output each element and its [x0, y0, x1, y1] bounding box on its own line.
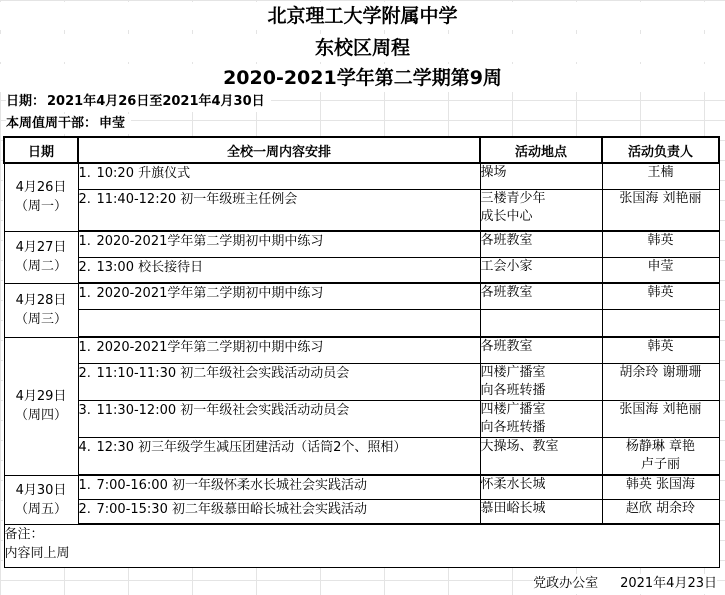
table-header-row — [4, 137, 719, 163]
weekday-label: （周五） — [14, 501, 67, 517]
schedule-table — [3, 136, 720, 568]
location-cell — [480, 309, 602, 337]
event-number: 3. — [78, 402, 91, 418]
owner-cell — [602, 231, 719, 257]
event-text: 10:20 升旗仪式 — [96, 166, 191, 181]
table-row — [4, 437, 719, 475]
date-label: 4月26日 — [15, 180, 67, 196]
location-line: 向各班转播 — [480, 419, 546, 435]
location-cell — [480, 475, 602, 499]
table-row — [4, 257, 719, 283]
event-number: 2. — [78, 501, 91, 517]
duty-officer-label: 本周值周干部： — [6, 116, 98, 131]
issue-date: 2021年4月23日 — [620, 576, 717, 591]
event-cell — [78, 499, 480, 524]
note-label: 备注： — [4, 527, 44, 542]
date-range — [6, 92, 271, 112]
event-text: 2020-2021学年第二学期初中期中练习 — [96, 234, 324, 249]
date-label: 4月27日 — [15, 240, 67, 255]
weekday-label: （周四） — [14, 408, 67, 423]
location-line: 向各班转播 — [480, 382, 546, 398]
owner-line: 卢子丽 — [640, 456, 680, 472]
schedule-body — [4, 163, 719, 524]
owner-cell — [602, 257, 719, 283]
table-row — [4, 283, 719, 309]
header-location: 活动地点 — [480, 137, 602, 163]
event-number: 1. — [78, 478, 91, 493]
header-owner: 活动负责人 — [602, 137, 719, 163]
event-cell — [78, 189, 480, 231]
event-cell — [78, 363, 480, 400]
event-cell — [78, 283, 480, 309]
weekday-label: （周一） — [14, 199, 67, 215]
date-cell — [4, 475, 78, 524]
date-range-value: 2021年4月26日至2021年4月30日 — [47, 94, 265, 109]
event-number: 1. — [78, 166, 91, 181]
event-number: 1. — [78, 286, 91, 301]
event-number: 2. — [78, 191, 91, 207]
owner-cell — [602, 337, 719, 363]
note-cell — [4, 524, 719, 568]
location-line: 怀柔水长城 — [480, 477, 546, 492]
location-cell — [480, 437, 602, 475]
date-label: 4月30日 — [15, 482, 67, 498]
owner-line: 韩英 张国海 — [625, 477, 696, 492]
event-text: 7:00-15:30 初二年级慕田峪长城社会实践活动 — [96, 501, 367, 517]
note-text: 内容同上周 — [4, 546, 70, 561]
owner-cell — [602, 475, 719, 499]
date-label: 4月28日 — [15, 293, 67, 308]
owner-cell — [602, 283, 719, 309]
location-line: 大操场、教室 — [480, 438, 559, 454]
date-label: 4月29日 — [15, 389, 67, 404]
owner-cell — [602, 309, 719, 337]
location-line: 慕田峪长城 — [480, 500, 546, 516]
event-cell — [78, 309, 480, 337]
event-cell — [78, 437, 480, 475]
owner-line: 王楠 — [647, 165, 674, 180]
event-text: 11:30-12:00 初一年级社会实践活动动员会 — [96, 402, 350, 418]
table-row — [4, 363, 719, 400]
event-number: 4. — [78, 439, 91, 455]
owner-line: 杨静琳 章艳 — [625, 438, 696, 454]
table-row — [4, 499, 719, 524]
duty-officer — [6, 114, 131, 134]
table-row — [4, 475, 719, 499]
location-line: 三楼青少年 — [480, 190, 546, 206]
owner-cell — [602, 189, 719, 231]
owner-line: 胡余玲 谢珊珊 — [619, 364, 702, 380]
issuing-office: 党政办公室 — [533, 576, 599, 591]
duty-officer-value: 申莹 — [99, 116, 126, 131]
date-range-label: 日期： — [6, 94, 46, 109]
event-number: 1. — [78, 340, 91, 355]
owner-cell — [602, 437, 719, 475]
header-content: 全校一周内容安排 — [78, 137, 480, 163]
location-cell — [480, 400, 602, 437]
location-line: 四楼广播室 — [480, 364, 546, 380]
school-title: 北京理工大学附属中学 — [0, 2, 725, 30]
location-line: 各班教室 — [480, 233, 533, 248]
event-text: 2020-2021学年第二学期初中期中练习 — [96, 340, 324, 355]
owner-cell — [602, 499, 719, 524]
campus-title: 东校区周程 — [0, 34, 725, 62]
event-text: 7:00-16:00 初一年级怀柔水长城社会实践活动 — [96, 478, 367, 493]
table-row — [4, 163, 719, 189]
event-text: 2020-2021学年第二学期初中期中练习 — [96, 286, 324, 301]
table-row — [4, 400, 719, 437]
location-cell — [480, 283, 602, 309]
location-line: 四楼广播室 — [480, 401, 546, 417]
event-number: 1. — [78, 234, 91, 249]
event-number: 2. — [78, 365, 91, 381]
location-line: 各班教室 — [480, 339, 533, 354]
event-cell — [78, 475, 480, 499]
owner-line: 申莹 — [647, 258, 674, 274]
event-number: 2. — [78, 259, 91, 275]
owner-line: 张国海 刘艳丽 — [619, 190, 702, 206]
event-text: 11:40-12:20 初一年级班主任例会 — [96, 191, 298, 207]
date-cell — [4, 231, 78, 283]
table-row — [4, 189, 719, 231]
table-row — [4, 337, 719, 363]
term-title: 2020-2021学年第二学期第9周 — [0, 64, 725, 92]
location-cell — [480, 163, 602, 189]
owner-line: 韩英 — [647, 233, 674, 248]
event-text: 13:00 校长接待日 — [96, 259, 204, 275]
event-text: 12:30 初三年级学生减压团建活动（话筒2个、照相） — [96, 439, 407, 455]
location-cell — [480, 257, 602, 283]
event-cell — [78, 400, 480, 437]
location-cell — [480, 337, 602, 363]
header-date: 日期 — [4, 137, 78, 163]
event-cell — [78, 257, 480, 283]
location-cell — [480, 189, 602, 231]
table-row — [4, 309, 719, 337]
event-text: 11:10-11:30 初二年级社会实践活动动员会 — [96, 365, 350, 381]
owner-line: 韩英 — [647, 285, 674, 300]
date-cell — [4, 283, 78, 337]
location-line: 操场 — [480, 165, 507, 180]
weekday-label: （周二） — [14, 259, 67, 274]
weekday-label: （周三） — [14, 312, 67, 327]
owner-cell — [602, 163, 719, 189]
location-cell — [480, 363, 602, 400]
location-cell — [480, 499, 602, 524]
location-cell — [480, 231, 602, 257]
location-line: 各班教室 — [480, 285, 533, 300]
owner-line: 韩英 — [647, 339, 674, 354]
location-line: 成长中心 — [480, 208, 533, 224]
event-cell — [78, 163, 480, 189]
owner-line: 赵欣 胡余玲 — [625, 500, 696, 516]
table-row — [4, 231, 719, 257]
owner-cell — [602, 400, 719, 437]
date-cell — [4, 163, 78, 231]
location-line: 工会小家 — [480, 258, 533, 274]
date-cell — [4, 337, 78, 475]
event-cell — [78, 337, 480, 363]
owner-cell — [602, 363, 719, 400]
owner-line: 张国海 刘艳丽 — [619, 401, 702, 417]
signature — [533, 574, 717, 594]
event-cell — [78, 231, 480, 257]
